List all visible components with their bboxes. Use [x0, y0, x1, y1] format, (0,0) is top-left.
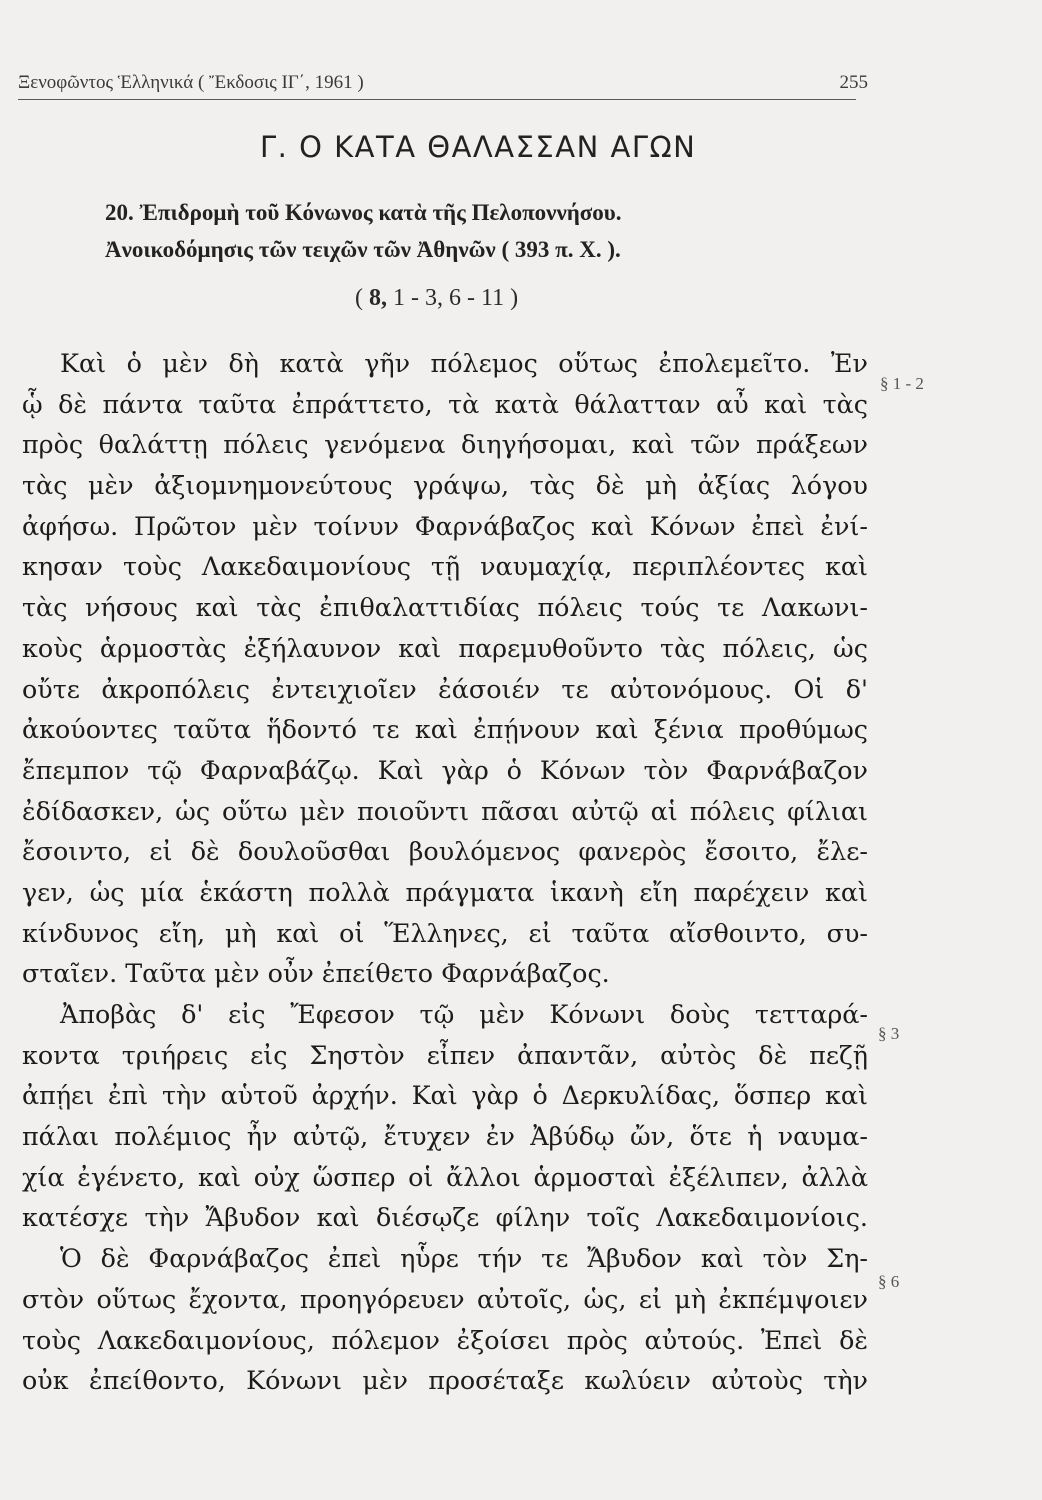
text-line: τὰς νήσους καὶ τὰς ἐπιθαλαττιδίας πόλεις τούς τε Λακωνι- [22, 592, 868, 623]
citation-open: ( [355, 285, 369, 311]
text-line: κησαν τοὺς Λακεδαιμονίους τῇ ναυμαχίᾳ, περιπλέοντες καὶ [22, 551, 868, 582]
text-line: οὔτε ἀκροπόλεις ἐντειχιοῖεν ἐάσοιέν τε αὐτονόμους. Οἱ δ' [22, 673, 868, 704]
text-line: ἔπεμπον τῷ Φαρναβάζῳ. Καὶ γὰρ ὁ Κόνων τὸν Φαρνάβαζον [22, 754, 868, 785]
text-line: σταῖεν. Ταῦτα μὲν οὖν ἐπείθετο Φαρνάβαζος. [22, 958, 610, 989]
text-line: ἀπῄει ἐπὶ τὴν αὑτοῦ ἀρχήν. Καὶ γὰρ ὁ Δερκυλίδας, ὅσπερ καὶ [22, 1080, 868, 1111]
chapter-heading-line-2: Ἀνοικοδόμησις τῶν τειχῶν τῶν Ἀθηνῶν ( 393 π. Χ. ). [105, 237, 621, 262]
header-rule [18, 99, 856, 100]
citation-book: 8, [369, 285, 387, 311]
chapter-heading [105, 194, 622, 268]
text-line: Καὶ ὁ μὲν δὴ κατὰ γῆν πόλεμος οὕτως ἐπολεμεῖτο. Ἐν [60, 348, 868, 378]
text-line: στὸν οὕτως ἔχοντα, προηγόρευεν αὐτοῖς, ὡς, εἰ μὴ ἐκπέμψοιεν [22, 1283, 868, 1314]
text-line: κατέσχε τὴν Ἄβυδον καὶ διέσῳζε φίλην τοῖς Λακεδαιμονίοις. [22, 1202, 868, 1233]
margin-note-section-3: § 3 [878, 1024, 900, 1043]
margin-note-section-6: § 6 [878, 1272, 900, 1291]
text-line: ἐδίδασκεν, ὡς οὕτω μὲν ποιοῦντι πᾶσαι αὐτῷ αἱ πόλεις φίλιαι [22, 795, 868, 826]
margin-note-section-1-2: § 1 - 2 [880, 374, 924, 393]
citation-sections: 1 - 3, 6 - 11 ) [393, 285, 519, 311]
text-line: γεν, ὡς μία ἑκάστη πολλὰ πράγματα ἱκανὴ εἴη παρέχειν καὶ [22, 876, 868, 907]
paragraph-3 [22, 1238, 868, 1401]
chapter-citation [355, 285, 518, 312]
chapter-heading-line-1: 20. Ἐπιδρομὴ τοῦ Κόνωνος κατὰ τῆς Πελοποννήσου. [105, 200, 622, 225]
text-line: Ὁ δὲ Φαρνάβαζος ἐπεὶ ηὗρε τήν τε Ἄβυδον καὶ τὸν Ση- [60, 1243, 868, 1274]
running-head [18, 68, 874, 98]
text-line: τὰς μὲν ἀξιομνημονεύτους γράψω, τὰς δὲ μὴ ἀξίας λόγου [22, 470, 868, 501]
paragraph-1 [22, 343, 868, 994]
section-title: Γ. Ο ΚΑΤΑ ΘΑΛΑΣΣΑΝ ΑΓΩΝ [260, 130, 697, 164]
text-line: πάλαι πολέμιος ἦν αὐτῷ, ἔτυχεν ἐν Ἀβύδῳ ὤν, ὅτε ἡ ναυμα- [22, 1121, 868, 1152]
page-number: 255 [839, 72, 868, 93]
paragraph-2 [22, 994, 868, 1238]
text-line: κίνδυνος εἴη, μὴ καὶ οἱ Ἕλληνες, εἰ ταῦτα αἴσθοιντο, συ- [22, 917, 868, 948]
text-line: πρὸς θαλάττῃ πόλεις γενόμενα διηγήσομαι, καὶ τῶν πράξεων [22, 429, 868, 460]
text-line: ἀφήσω. Πρῶτον μὲν τοίνυν Φαρνάβαζος καὶ Κόνων ἐπεὶ ἐνί- [22, 510, 868, 541]
text-line: τοὺς Λακεδαιμονίους, πόλεμον ἐξοίσει πρὸς αὐτούς. Ἐπεὶ δὲ [22, 1324, 868, 1355]
text-line: ἔσοιντο, εἰ δὲ δουλοῦσθαι βουλόμενος φανερὸς ἔσοιτο, ἔλε- [22, 836, 868, 867]
text-line: Ἀποβὰς δ' εἰς Ἔφεσον τῷ μὲν Κόνωνι δοὺς τετταρά- [60, 999, 868, 1029]
text-line: ἀκούοντες ταῦτα ἥδοντό τε καὶ ἐπῄνουν καὶ ξένια προθύμως [22, 714, 868, 745]
text-line: χία ἐγένετο, καὶ οὐχ ὥσπερ οἱ ἄλλοι ἁρμοσταὶ ἐξέλιπεν, ἀλλὰ [22, 1161, 868, 1192]
text-line: κοὺς ἁρμοστὰς ἐξήλαυνον καὶ παρεμυθοῦντο τὰς πόλεις, ὡς [22, 632, 868, 663]
body-text [22, 343, 868, 1401]
text-line: οὐκ ἐπείθοντο, Κόνωνι μὲν προσέταξε κωλύειν αὐτοὺς τὴν [22, 1365, 868, 1396]
running-head-title: Ξενοφῶντος Ἑλληνικά ( Ἔκδοσις ΙΓ΄, 1961 ) [18, 72, 364, 93]
text-line: ᾧ δὲ πάντα ταῦτα ἐπράττετο, τὰ κατὰ θάλατταν αὖ καὶ τὰς [22, 388, 868, 419]
text-line: κοντα τριήρεις εἰς Σηστὸν εἶπεν ἀπαντᾶν, αὐτὸς δὲ πεζῇ [22, 1039, 868, 1070]
